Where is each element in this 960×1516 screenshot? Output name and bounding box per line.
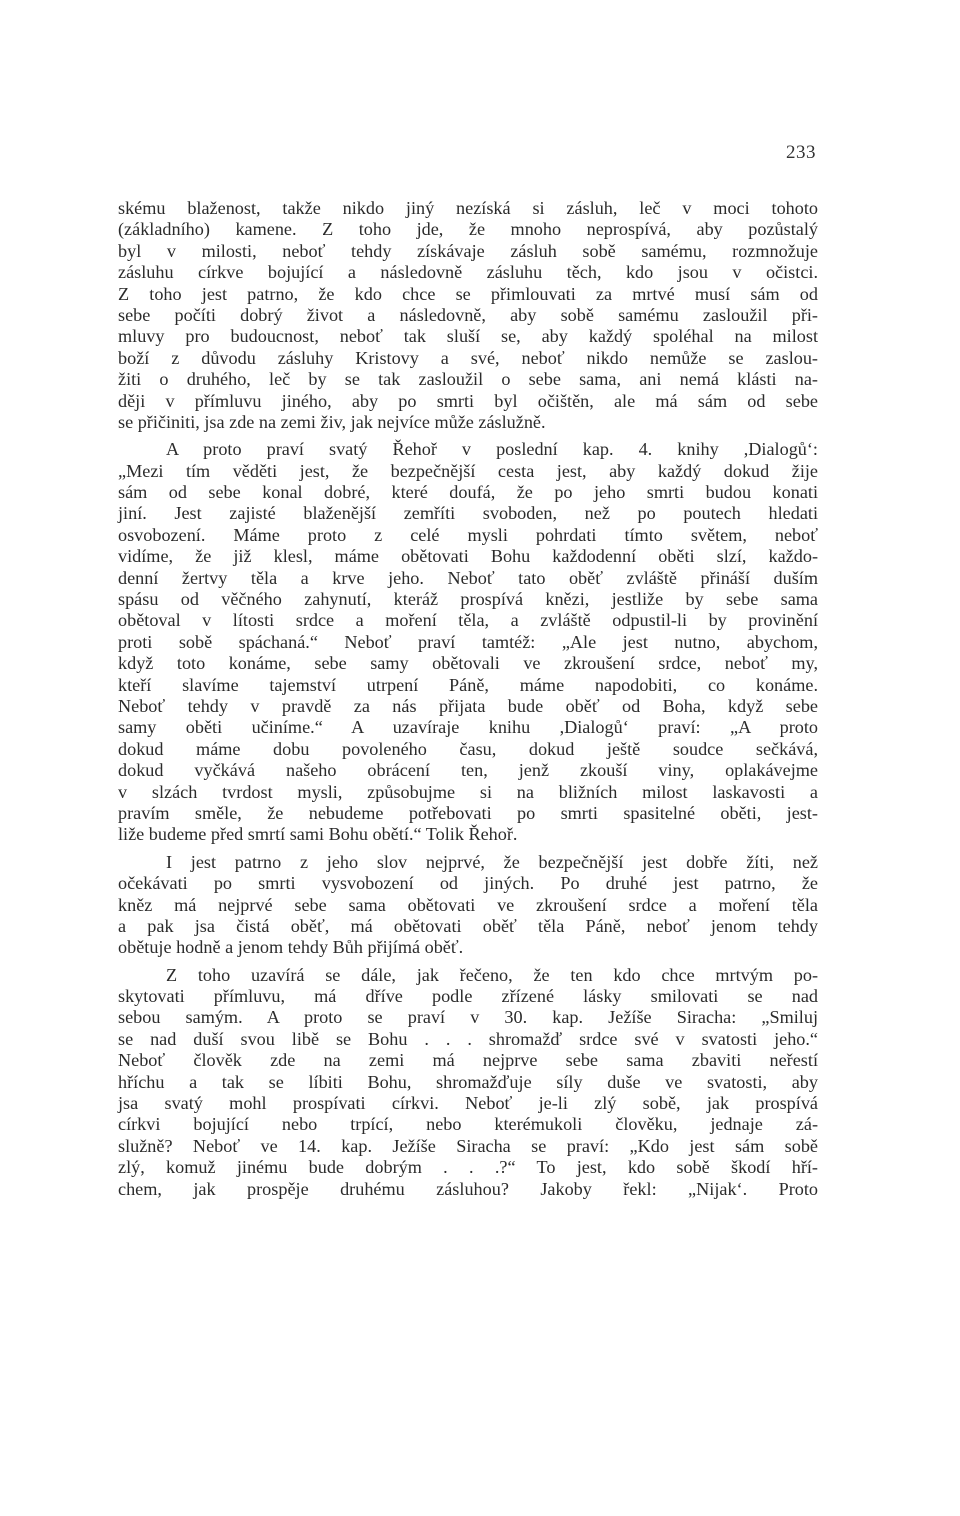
text-line: hříchu a tak se líbiti Bohu, shromažďuje síly duše ve svatosti, aby (118, 1071, 818, 1092)
page-number: 233 (786, 142, 816, 163)
text-line: dokud máme dobu povoleného času, dokud ještě soudce sečkává, (118, 738, 818, 759)
text-line: byl v milosti, neboť tehdy získávaje zásluh sobě samému, rozmnožuje (118, 240, 818, 261)
text-line: jiní. Jest zajisté blaženější zemříti svoboden, než po poutech hledati (118, 503, 818, 524)
text-line: skytovati přímluvu, má dříve podle zřízené lásky smilovati se nad (118, 986, 818, 1007)
text-line: jsa svatý mohl prospívati církvi. Neboť je-li zlý sobě, jak prospívá (118, 1093, 818, 1114)
text-line: skému blaženost, takže nikdo jiný nezíská si zásluh, leč v moci tohoto (118, 198, 818, 218)
text-line: (základního) kamene. Z toho jde, že mnoho neprospívá, aby pozůstalý (118, 219, 818, 240)
text-line: žiti o druhého, leč by se tak zasloužil o sebe sama, ani nemá klásti na- (118, 369, 818, 390)
text-line: A proto praví svatý Řehoř v poslední kap. 4. knihy ,Dialogů‘: (166, 439, 818, 460)
text-line: osvobození. Máme proto z celé mysli pohrdati tímto světem, neboť (118, 524, 818, 545)
text-line: vidíme, že již klesl, máme obětovati Bohu každodenní oběti slzí, každo- (118, 546, 818, 567)
text-line: se přičiniti, jsa zde na zemi živ, jak nejvíce může záslužně. (118, 411, 546, 432)
text-line: mluvy pro budoucnost, neboť tak sluší se, aby každý spoléhal na milost (118, 326, 818, 347)
text-line: obětoval v lítosti srdce a moření těla, a zvláště odpustil-li by provinění (118, 610, 818, 631)
text-line: obětuje hodně a jenom tehdy Bůh přijímá oběť. (118, 937, 464, 958)
text-line: pravím směle, že nebudeme potřebovati po smrti spasitelné oběti, jest- (118, 802, 818, 823)
text-line: denní žertvy těla a krve jeho. Neboť tato oběť zvláště přináší duším (118, 567, 818, 588)
body-text (118, 198, 818, 1200)
text-line: spásu od věčného zahynutí, kteráž prospívá knězi, jestliže by sebe sama (118, 589, 818, 610)
text-line: služně? Neboť ve 14. kap. Ježíše Siracha se praví: „Kdo jest sám sobě (118, 1135, 818, 1156)
text-line: Neboť člověk zde na zemi má nejprve sebe sama zbaviti neřestí (118, 1050, 818, 1071)
paragraph-1 (118, 198, 818, 433)
paragraph-4 (118, 965, 818, 1200)
text-line: kněz má nejprvé sebe sama obětovati ve zkroušení srdce a moření těla (118, 894, 818, 915)
text-line: samy oběti učiníme.“ A uzavíraje knihu ,Dialogů‘ praví: „A proto (118, 717, 818, 738)
text-line: a pak jsa čistá oběť, má obětovati oběť těla Páně, neboť jenom tehdy (118, 915, 818, 936)
text-line: dokud vyčkává našeho obrácení ten, jenž zkouší viny, oplakávejme (118, 760, 818, 781)
text-line: se nad duší svou libě se Bohu . . . shromažď srdce své v svatosti jeho.“ (118, 1028, 818, 1049)
text-line: když toto konáme, sebe samy obětovali ve zkroušení srdce, neboť my, (118, 653, 818, 674)
text-line: Z toho jest patrno, že kdo chce se přimlouvati za mrtvé musí sám od (118, 283, 818, 304)
text-line: v slzách tvrdost mysli, způsobujme si na bližních milost laskavosti a (118, 781, 818, 802)
text-line: Neboť tehdy v pravdě za nás přijata bude oběť od Boha, když sebe (118, 695, 818, 716)
text-line: liže budeme před smrtí sami Bohu obětí.“ Tolik Řehoř. (118, 824, 518, 845)
text-line: chem, jak prospěje druhému zásluhou? Jakoby řekl: „Nijak‘. Proto (118, 1178, 818, 1199)
text-line: sebou samým. A proto se praví v 30. kap. Ježíše Siracha: „Smiluj (118, 1007, 818, 1028)
text-line: očekávati po smrti vysvobození od jiných. Po druhé jest patrno, že (118, 873, 818, 894)
text-line: ději v přímluvu jiného, aby po smrti byl očištěn, ale má sám od sebe (118, 390, 818, 411)
text-line: boží z důvodu zásluhy Kristovy a své, neboť nikdo nemůže se zaslou- (118, 347, 818, 368)
text-line: zlý, komuž jinému bude dobrým . . .?“ To jest, kdo sobě škodí hří- (118, 1157, 818, 1178)
text-line: I jest patrno z jeho slov nejprvé, že bezpečnější jest dobře žíti, než (166, 851, 818, 872)
text-line: církvi bojující nebo trpící, nebo kterémukoli člověku, jednaje zá- (118, 1114, 818, 1135)
text-line: zásluhu církve bojující a následovně zásluhu těch, kdo jsou v očistci. (118, 262, 818, 283)
text-line: „Mezi tím věděti jest, že bezpečnější cesta jest, aby každý dokud žije (118, 460, 818, 481)
paragraph-2 (118, 439, 818, 845)
text-line: sebe počíti dobrý život a následovně, aby sobě samému zasloužil při- (118, 304, 818, 325)
paragraph-3 (118, 852, 818, 959)
text-line: proti sobě spáchaná.“ Neboť praví tamtéž: „Ale jest nutno, abychom, (118, 631, 818, 652)
text-line: Z toho uzavírá se dále, jak řečeno, že ten kdo chce mrtvým po- (166, 964, 818, 985)
text-line: sám od sebe konal dobré, které doufá, že po jeho smrti budou konati (118, 482, 818, 503)
text-line: kteří slavíme tajemství utrpení Páně, máme napodobiti, co konáme. (118, 674, 818, 695)
